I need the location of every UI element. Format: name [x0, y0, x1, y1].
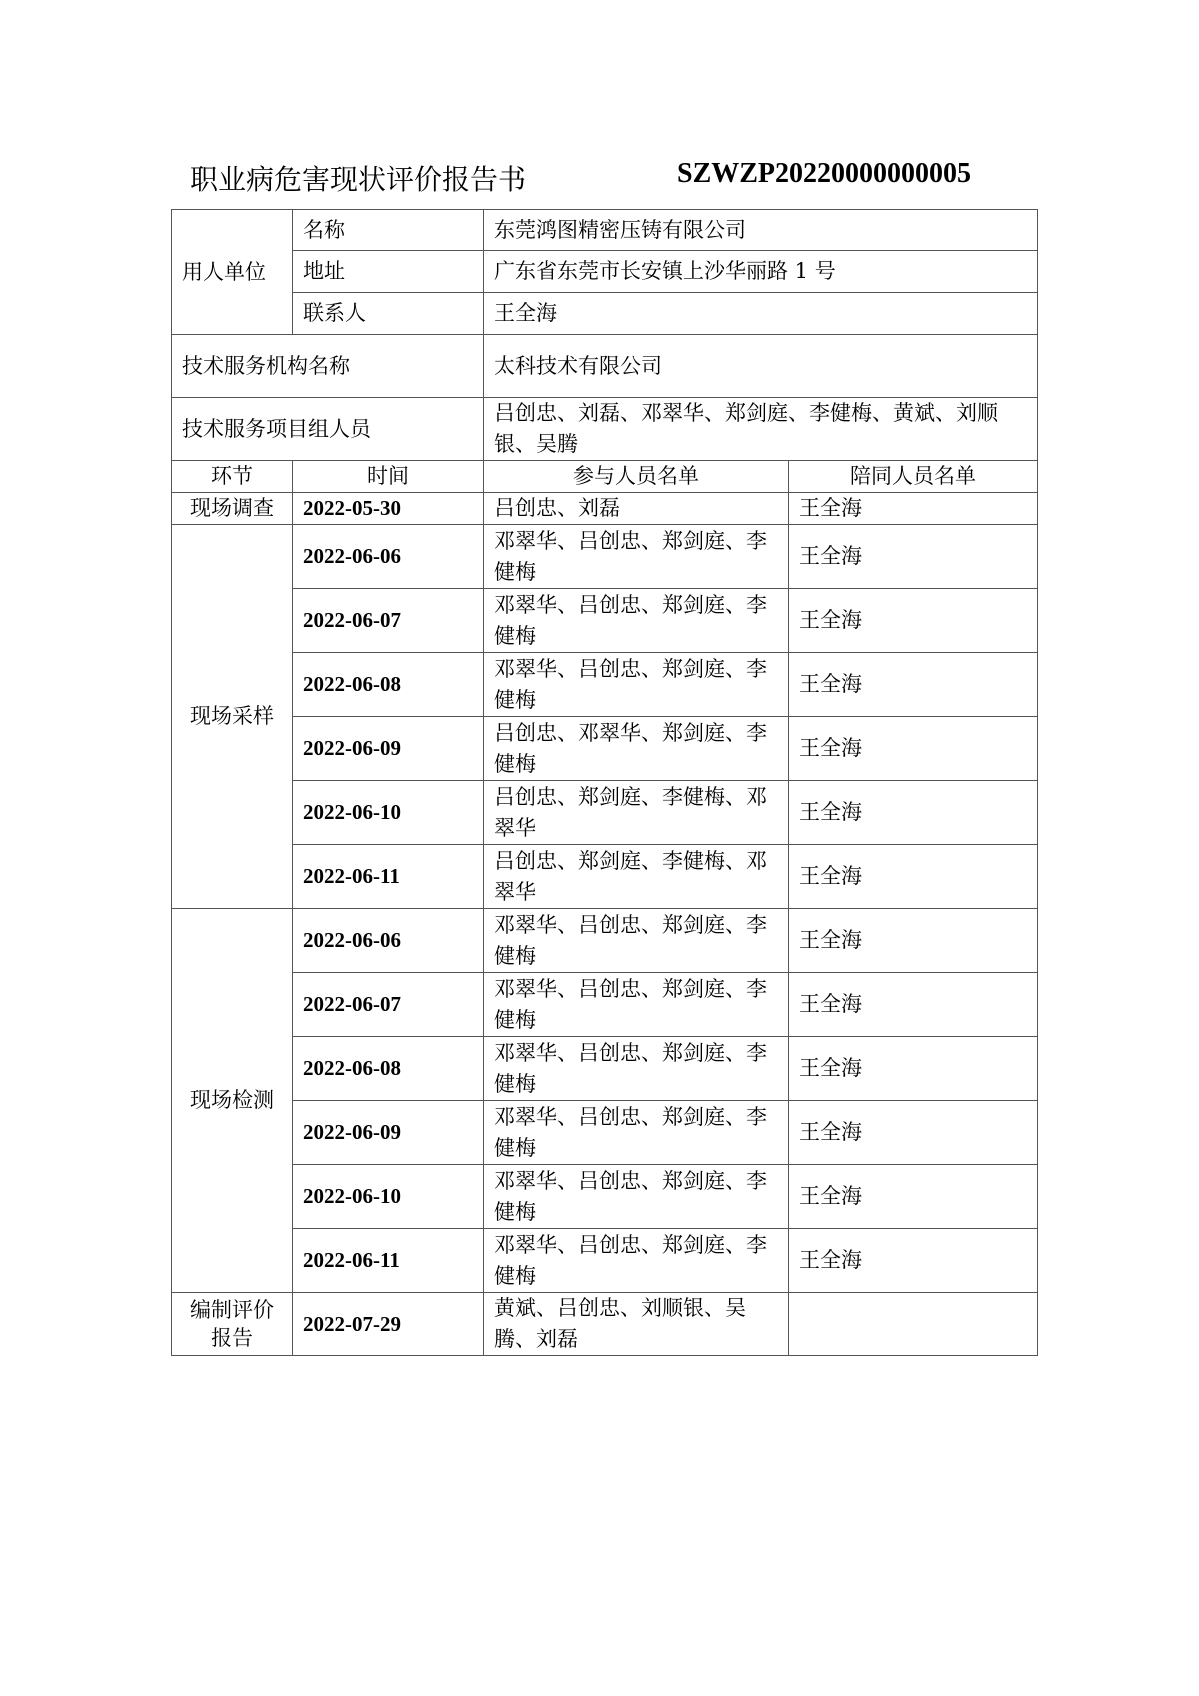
accompany-cell [789, 1293, 1038, 1356]
participants-cell: 邓翠华、吕创忠、郑剑庭、李健梅 [484, 1165, 789, 1229]
accompany-cell: 王全海 [789, 493, 1038, 525]
table-row [172, 1229, 1038, 1293]
table-row [172, 1293, 1038, 1356]
accompany-cell: 王全海 [789, 1037, 1038, 1101]
service-team-row [172, 398, 1038, 461]
date-cell: 2022-06-11 [293, 1229, 484, 1293]
stage-label: 编制评价报告 [172, 1293, 293, 1356]
date-cell: 2022-06-08 [293, 1037, 484, 1101]
accompany-cell: 王全海 [789, 973, 1038, 1037]
accompany-cell: 王全海 [789, 589, 1038, 653]
participants-cell: 邓翠华、吕创忠、郑剑庭、李健梅 [484, 1229, 789, 1293]
table-row [172, 493, 1038, 525]
participants-cell: 邓翠华、吕创忠、郑剑庭、李健梅 [484, 973, 789, 1037]
table-row [172, 845, 1038, 909]
employer-contact-row [172, 293, 1038, 335]
date-cell: 2022-06-06 [293, 525, 484, 589]
service-org-value: 太科技术有限公司 [484, 335, 1038, 398]
participants-cell: 黄斌、吕创忠、刘顺银、吴腾、刘磊 [484, 1293, 789, 1356]
table-row [172, 1037, 1038, 1101]
date-cell: 2022-06-10 [293, 1165, 484, 1229]
employer-group-label: 用人单位 [172, 210, 293, 335]
accompany-cell: 王全海 [789, 525, 1038, 589]
column-header-accompany: 陪同人员名单 [789, 461, 1038, 493]
date-cell: 2022-06-07 [293, 973, 484, 1037]
table-row [172, 717, 1038, 781]
table-row [172, 525, 1038, 589]
table-row [172, 909, 1038, 973]
column-header-stage: 环节 [172, 461, 293, 493]
table-row [172, 973, 1038, 1037]
accompany-cell: 王全海 [789, 1101, 1038, 1165]
column-header-participants: 参与人员名单 [484, 461, 789, 493]
participants-cell: 邓翠华、吕创忠、郑剑庭、李健梅 [484, 589, 789, 653]
date-cell: 2022-06-10 [293, 781, 484, 845]
service-team-value: 吕创忠、刘磊、邓翠华、郑剑庭、李健梅、黄斌、刘顺银、吴腾 [484, 398, 1038, 461]
table-row [172, 1101, 1038, 1165]
employer-name-row [172, 210, 1038, 251]
accompany-cell: 王全海 [789, 653, 1038, 717]
date-cell: 2022-06-08 [293, 653, 484, 717]
employer-contact-label: 联系人 [293, 293, 484, 335]
date-cell: 2022-06-06 [293, 909, 484, 973]
participants-cell: 邓翠华、吕创忠、郑剑庭、李健梅 [484, 653, 789, 717]
stage-label: 现场检测 [172, 909, 293, 1293]
employer-address-row [172, 251, 1038, 293]
date-cell: 2022-06-09 [293, 1101, 484, 1165]
employer-contact-value: 王全海 [484, 293, 1038, 335]
service-org-row [172, 335, 1038, 398]
participants-cell: 邓翠华、吕创忠、郑剑庭、李健梅 [484, 1101, 789, 1165]
participants-cell: 吕创忠、邓翠华、郑剑庭、李健梅 [484, 717, 789, 781]
stage-label: 现场采样 [172, 525, 293, 909]
employer-name-value: 东莞鸿图精密压铸有限公司 [484, 210, 1038, 251]
column-header-time: 时间 [293, 461, 484, 493]
date-cell: 2022-05-30 [293, 493, 484, 525]
employer-name-label: 名称 [293, 210, 484, 251]
participants-cell: 吕创忠、郑剑庭、李健梅、邓翠华 [484, 781, 789, 845]
table-row [172, 1165, 1038, 1229]
accompany-cell: 王全海 [789, 845, 1038, 909]
date-cell: 2022-06-07 [293, 589, 484, 653]
participants-cell: 吕创忠、郑剑庭、李健梅、邓翠华 [484, 845, 789, 909]
table-row [172, 653, 1038, 717]
participants-cell: 吕创忠、刘磊 [484, 493, 789, 525]
participants-cell: 邓翠华、吕创忠、郑剑庭、李健梅 [484, 909, 789, 973]
table-row [172, 781, 1038, 845]
participants-cell: 邓翠华、吕创忠、郑剑庭、李健梅 [484, 1037, 789, 1101]
stage-label: 现场调查 [172, 493, 293, 525]
date-cell: 2022-06-11 [293, 845, 484, 909]
report-number: SZWZP20220000000005 [677, 158, 972, 189]
page-title: 职业病危害现状评价报告书 [190, 163, 527, 196]
accompany-cell: 王全海 [789, 781, 1038, 845]
column-header-row [172, 461, 1038, 493]
accompany-cell: 王全海 [789, 1229, 1038, 1293]
service-org-label: 技术服务机构名称 [172, 335, 484, 398]
employer-address-value: 广东省东莞市长安镇上沙华丽路 1 号 [484, 251, 1038, 293]
service-team-label: 技术服务项目组人员 [172, 398, 484, 461]
date-cell: 2022-06-09 [293, 717, 484, 781]
evaluation-form-table [171, 209, 1038, 1356]
accompany-cell: 王全海 [789, 1165, 1038, 1229]
accompany-cell: 王全海 [789, 717, 1038, 781]
date-cell: 2022-07-29 [293, 1293, 484, 1356]
participants-cell: 邓翠华、吕创忠、郑剑庭、李健梅 [484, 525, 789, 589]
accompany-cell: 王全海 [789, 909, 1038, 973]
table-row [172, 589, 1038, 653]
employer-address-label: 地址 [293, 251, 484, 293]
